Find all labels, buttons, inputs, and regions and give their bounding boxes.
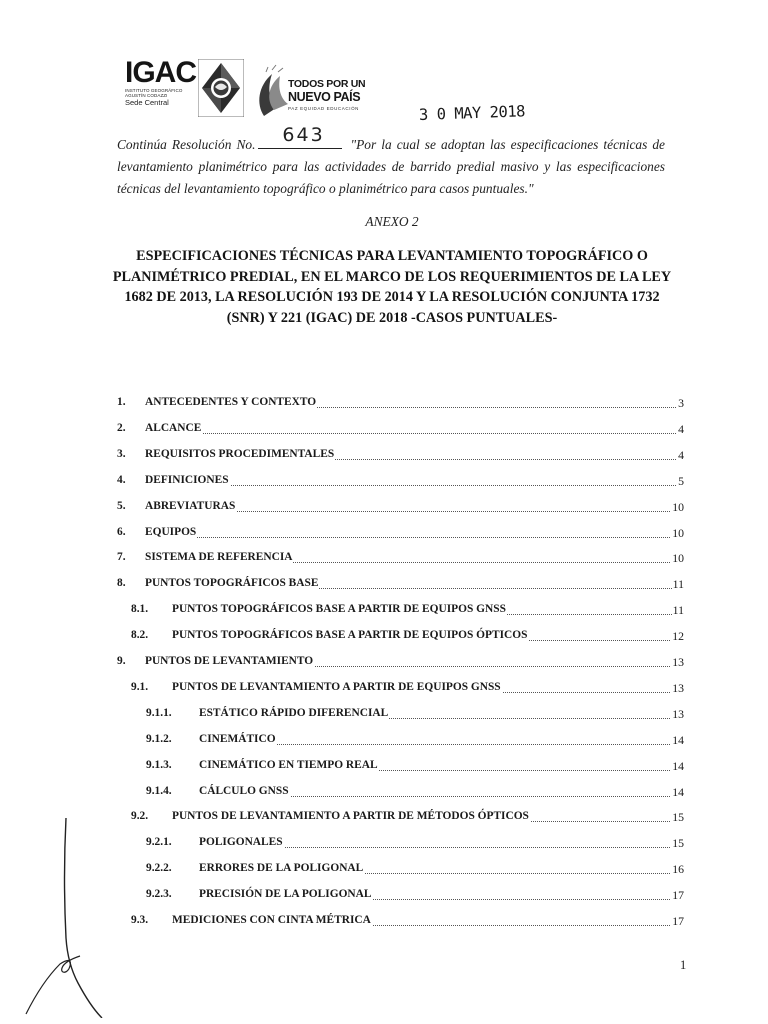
toc-entry-title: PRECISIÓN DE LA POLIGONAL — [199, 888, 372, 901]
toc-entry-title: ABREVIATURAS — [145, 499, 236, 512]
toc-entry-number: 9.1.4. — [146, 784, 172, 797]
toc-entry-page: 14 — [672, 758, 684, 773]
toc-entry-number: 9.2. — [131, 810, 149, 823]
toc-entry-title: CINEMÁTICO — [199, 732, 276, 745]
toc-entry-number: 9.2.1. — [146, 836, 172, 849]
toc-entry-page: 14 — [672, 732, 684, 747]
toc-entry-page: 15 — [672, 836, 684, 851]
flag-swoosh-icon — [254, 64, 290, 118]
toc-entry[interactable] — [0, 808, 768, 826]
toc-entry-number: 3. — [117, 447, 126, 460]
toc-entry-title: PUNTOS DE LEVANTAMIENTO A PARTIR DE MÉTODOS ÓPTICOS — [172, 810, 529, 823]
resolution-paragraph — [117, 124, 665, 200]
toc-entry[interactable] — [0, 549, 768, 567]
toc-entry-page: 10 — [672, 551, 684, 566]
toc-entry-title: PUNTOS TOPOGRÁFICOS BASE A PARTIR DE EQUIPOS ÓPTICOS — [172, 629, 528, 642]
toc-entry-page: 17 — [672, 914, 684, 928]
toc-entry-page: 16 — [672, 862, 684, 877]
toc-entry-number: 2. — [117, 421, 126, 434]
toc-entry-title: ESTÁTICO RÁPIDO DIFERENCIAL — [199, 706, 389, 719]
date-stamp: 3 0 MAY 2018 — [418, 102, 526, 124]
government-logo — [254, 64, 374, 118]
toc-entry[interactable] — [0, 679, 768, 697]
igac-logo-text: IGAC — [125, 56, 196, 89]
toc-entry-title: PUNTOS DE LEVANTAMIENTO — [145, 655, 314, 667]
toc-entry-number: 8. — [117, 577, 126, 590]
toc-entry-number: 9. — [117, 655, 126, 667]
toc-entry-title: REQUISITOS PROCEDIMENTALES — [145, 447, 335, 460]
toc-entry-page: 13 — [672, 655, 684, 669]
toc-entry-page: 3 — [678, 396, 684, 410]
toc-entry[interactable] — [0, 524, 768, 542]
toc-entry-number: 9.1.2. — [146, 732, 172, 745]
government-logo-line3: PAZ EQUIDAD EDUCACIÓN — [288, 106, 360, 111]
toc-entry-page: 12 — [672, 629, 684, 644]
toc-entry[interactable] — [0, 731, 768, 749]
toc-entry-number: 9.1.3. — [146, 758, 172, 771]
margin-signature — [20, 818, 110, 1018]
toc-entry-number: 8.1. — [131, 603, 149, 616]
igac-logo-subtitle: INSTITUTO GEOGRÁFICO AGUSTÍN CODAZZI — [125, 88, 183, 98]
toc-entry-title: DEFINICIONES — [145, 473, 229, 486]
toc-entry[interactable] — [0, 886, 768, 904]
toc-entry-title: PUNTOS TOPOGRÁFICOS BASE — [145, 577, 319, 590]
igac-logo — [125, 58, 243, 122]
toc-entry-number: 8.2. — [131, 629, 149, 642]
government-logo-line1: TODOS POR UN — [288, 78, 366, 90]
toc-entry-number: 1. — [117, 396, 126, 408]
toc-entry[interactable] — [0, 912, 768, 930]
toc-entry[interactable] — [0, 860, 768, 878]
toc-entry-page: 14 — [672, 784, 684, 799]
toc-entry-leader — [145, 537, 684, 538]
toc-entry-number: 6. — [117, 525, 126, 538]
toc-entry-title: EQUIPOS — [145, 525, 197, 538]
toc-entry[interactable] — [0, 783, 768, 801]
toc-entry-number: 5. — [117, 499, 126, 512]
toc-entry-number: 7. — [117, 551, 126, 564]
toc-entry-title: PUNTOS DE LEVANTAMIENTO A PARTIR DE EQUIPOS GNSS — [172, 680, 501, 693]
resolution-text: "Por la cual se adoptan las especificaciones técnicas de levantamiento planimétrico para las actividades de barrido predial masivo y las especificaciones técnicas del levantamiento topográfico o planimétrico para casos puntuales." — [117, 137, 665, 196]
toc-entry[interactable] — [0, 394, 768, 412]
toc-entry[interactable] — [0, 575, 768, 593]
toc-entry-page: 11 — [672, 603, 684, 618]
toc-entry[interactable] — [0, 420, 768, 438]
toc-entry-number: 9.2.3. — [146, 888, 172, 901]
government-logo-line2: NUEVO PAÍS — [288, 90, 361, 104]
toc-entry[interactable] — [0, 834, 768, 852]
toc-entry-page: 13 — [672, 706, 684, 721]
toc-entry[interactable] — [0, 601, 768, 619]
toc-entry[interactable] — [0, 446, 768, 464]
toc-entry-page: 11 — [672, 577, 684, 592]
resolution-prefix: Continúa Resolución No. — [117, 137, 256, 152]
toc-entry-leader — [145, 433, 684, 434]
document-title: ESPECIFICACIONES TÉCNICAS PARA LEVANTAMIENTO TOPOGRÁFICO O PLANIMÉTRICO PREDIAL, EN EL MARCO DE LOS REQUERIMIENTOS DE LA LEY 1682 DE 2013, LA RESOLUCIÓN 193 DE 2014 Y LA RESOLUCIÓN CONJUNTA 1732 (SNR) Y 221 (IGAC) DE 2018 -CASOS PUNTUALES- — [112, 248, 672, 326]
igac-logo-location: Sede Central — [125, 98, 169, 107]
toc-entry[interactable] — [0, 757, 768, 775]
toc-entry-title: ANTECEDENTES Y CONTEXTO — [145, 396, 317, 408]
toc-entry-title: CÁLCULO GNSS — [199, 784, 289, 797]
toc-entry-page: 15 — [672, 810, 684, 825]
toc-entry-number: 9.2.2. — [146, 862, 172, 875]
toc-entry-page: 13 — [672, 680, 684, 695]
toc-entry[interactable] — [0, 705, 768, 723]
toc-entry[interactable] — [0, 472, 768, 490]
toc-entry-title: CINEMÁTICO EN TIEMPO REAL — [199, 758, 378, 771]
toc-entry-number: 9.1. — [131, 680, 149, 693]
toc-entry-page: 10 — [672, 525, 684, 540]
toc-entry[interactable] — [0, 498, 768, 516]
igac-emblem-icon — [198, 59, 244, 117]
toc-entry-title: POLIGONALES — [199, 836, 283, 849]
page-number: 1 — [680, 958, 687, 972]
toc-entry-title: ERRORES DE LA POLIGONAL — [199, 862, 364, 875]
toc-entry-page: 17 — [672, 888, 684, 903]
toc-entry[interactable] — [0, 653, 768, 671]
resolution-number: 643 — [282, 124, 325, 146]
toc-entry-page: 4 — [678, 447, 684, 462]
toc-entry-title: PUNTOS TOPOGRÁFICOS BASE A PARTIR DE EQUIPOS GNSS — [172, 603, 506, 616]
annex-label: ANEXO 2 — [365, 214, 419, 229]
toc-entry-number: 9.1.1. — [146, 706, 172, 719]
toc-entry-title: ALCANCE — [145, 421, 202, 434]
resolution-number-field — [258, 124, 342, 149]
toc-entry-page: 10 — [672, 499, 684, 514]
toc-entry-number: 4. — [117, 473, 126, 486]
toc-entry-title: SISTEMA DE REFERENCIA — [145, 551, 293, 564]
toc-entry[interactable] — [0, 627, 768, 645]
toc-entry-page: 4 — [678, 421, 684, 436]
toc-entry-title: MEDICIONES CON CINTA MÉTRICA — [172, 914, 371, 926]
toc-entry-page: 5 — [678, 473, 684, 488]
toc-entry-number: 9.3. — [131, 914, 149, 926]
